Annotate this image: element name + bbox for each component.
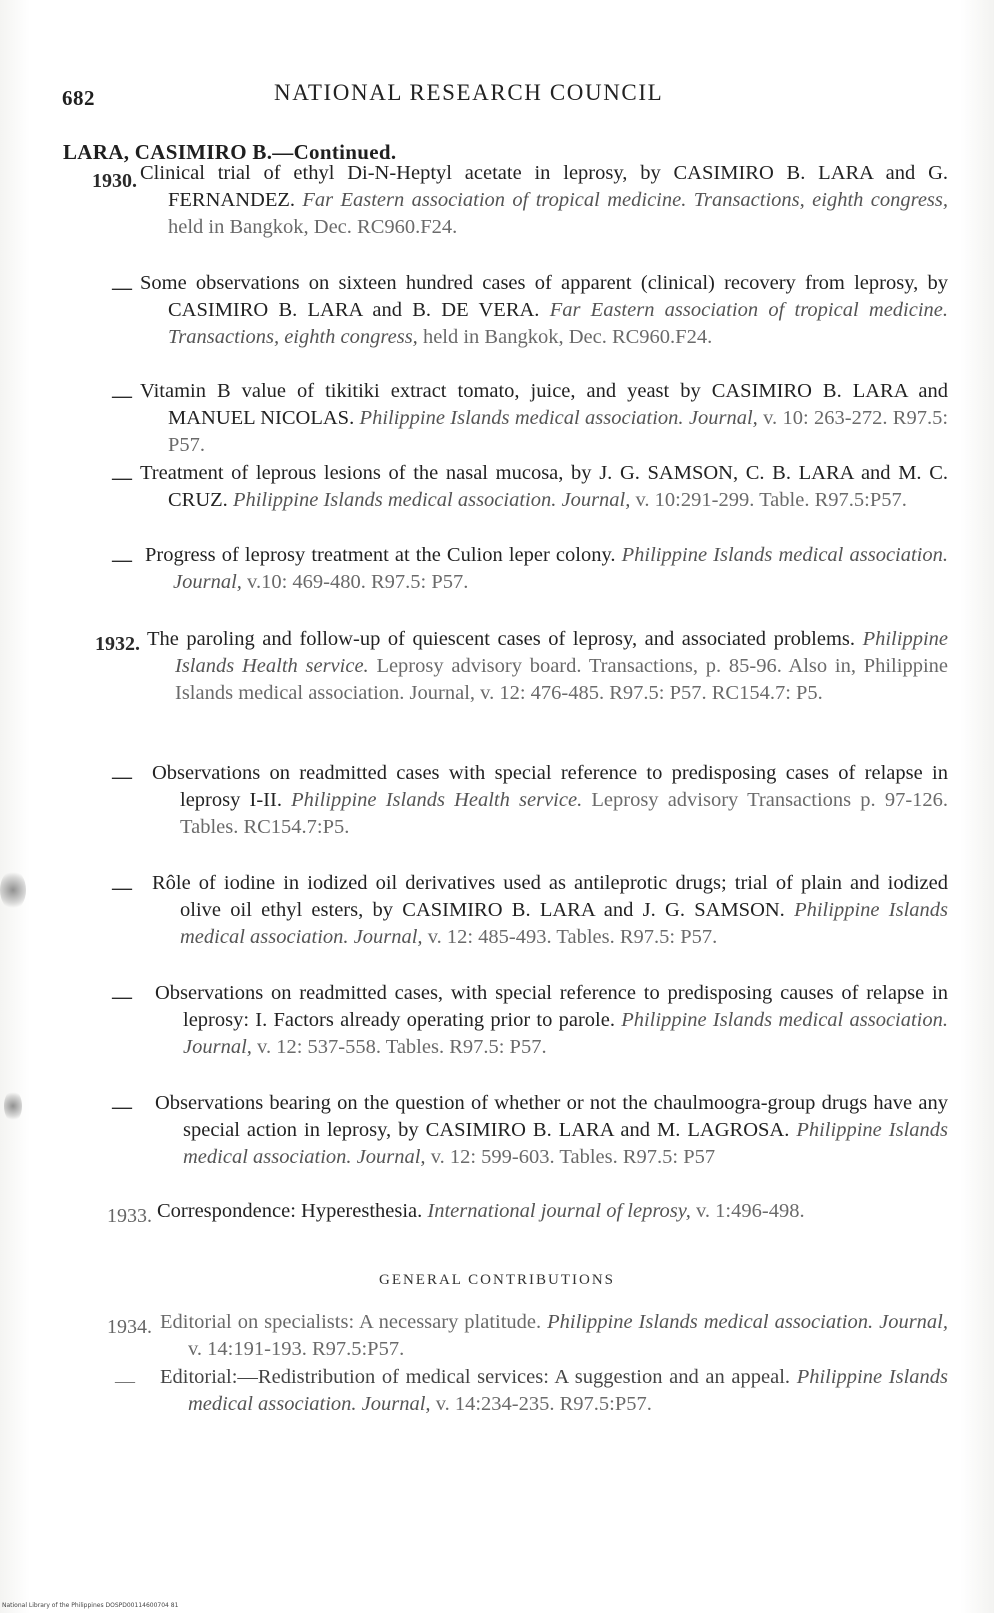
entry-source: Far Eastern association of tropical medicine. Transactions, eighth congress, [302,189,949,211]
entry-source: Philippine Islands medical association. Journal, [183,1119,948,1168]
entry-year: 1934. [107,1316,152,1338]
entry-year: 1932. [95,633,140,655]
entry-text [140,160,948,241]
page-number: 682 [62,86,95,110]
entry-year: — [112,1096,132,1118]
page-smudge-2 [4,1090,22,1122]
page-header [62,76,942,108]
entry-citation: v. 12: 537-558. Tables. R97.5: P57. [257,1036,547,1058]
running-title: NATIONAL RESEARCH COUNCIL [274,80,664,105]
entry-citation: held in Bangkok, Dec. RC960.F24. [422,326,713,348]
entry-title: Some observations on sixteen hundred cases of apparent (clinical) recovery from leprosy, by CASIMIRO B. LARA and B. DE VERA. [140,272,948,321]
entry-text [157,1198,948,1225]
entry-citation: held in Bangkok, Dec. RC960.F24. [168,216,458,238]
page-smudge-1 [0,870,26,910]
entry-source: Philippine Islands Health service. [175,628,948,677]
entry-year: — [112,277,132,299]
entry-title: Clinical trial of ethyl Di-N-Heptyl acetate in leprosy, by CASIMIRO B. LARA and G. FERNANDEZ. [140,162,948,211]
entry-citation: v. 12: 485-493. Tables. R97.5: P57. [427,926,718,948]
entry-source: Philippine Islands Health service. [291,789,583,811]
entry-title: Editorial on specialists: A necessary platitude. [160,1311,542,1333]
entry-text [145,542,948,596]
entry-source: Philippine Islands medical association. Journal, [183,1009,949,1058]
entry-title: Correspondence: Hyperesthesia. [157,1200,423,1222]
entry-year: 1933. [107,1205,152,1227]
entry-title: Observations on readmitted cases with special reference to predisposing cases of relapse in leprosy I-II. [152,762,948,811]
entry-citation: v.10: 469-480. R97.5: P57. [247,571,469,593]
entry-source: Philippine Islands medical association. Journal, [547,1311,948,1333]
entry-title: Rôle of iodine in iodized oil derivatives used as antileprotic drugs; trial of plain and iodized olive oil ethyl esters, by CASIMIRO B. LARA and J. G. SAMSON. [152,872,948,921]
entry-year: — [115,1370,135,1392]
entry-citation: v. 14:191-193. R97.5:P57. [188,1338,405,1360]
entry-source: Far Eastern association of tropical medicine. Transactions, eighth congress, [168,299,949,348]
entry-citation: v. 14:234-235. R97.5:P57. [435,1393,652,1415]
entry-citation: v. 1:496-498. [696,1200,805,1222]
entry-year: 1930. [92,170,137,192]
entry-title: Treatment of leprous lesions of the nasal mucosa, by J. G. SAMSON, C. B. LARA and M. C. CRUZ. [140,462,948,511]
entry-year: — [112,549,132,571]
entry-citation: v. 10:291-299. Table. R97.5:P57. [635,489,907,511]
entry-text [155,1090,948,1171]
entry-text [160,1364,948,1418]
entry-source: Philippine Islands medical association. Journal, [173,544,949,593]
entry-source: Philippine Islands medical association. Journal, [180,899,948,948]
library-footer-note: National Library of the Philippines DOSPD00114600704 81 [2,1602,179,1609]
entry-title: Vitamin B value of tikitiki extract tomato, juice, and yeast by CASIMIRO B. LARA and MANUEL NICOLAS. [140,380,948,429]
section-heading: GENERAL CONTRIBUTIONS [378,1272,616,1288]
entry-title: Observations bearing on the question of whether or not the chaulmoogra-group drugs have any special action in leprosy, by CASIMIRO B. LARA and M. LAGROSA. [155,1092,948,1141]
entry-citation: Leprosy advisory Transactions p. 97-126. Tables. RC154.7:P5. [180,789,949,838]
entry-source: International journal of leprosy, [427,1200,691,1222]
author-heading: LARA, CASIMIRO B.—Continued. [63,140,397,164]
entry-text [140,378,948,459]
entry-text [152,870,948,951]
entry-text [140,460,948,514]
entry-title: Progress of leprosy treatment at the Culion leper colony. [145,544,616,566]
entry-source: Philippine Islands medical association. Journal, [359,407,758,429]
entry-source: Philippine Islands medical association. Journal, [188,1366,948,1415]
entry-year: — [112,986,132,1008]
entry-text [140,270,948,351]
entry-year: — [112,467,132,489]
entry-year: — [112,877,132,899]
entry-title: Editorial:—Redistribution of medical services: A suggestion and an appeal. [160,1366,791,1388]
entry-citation: Leprosy advisory board. Transactions, p. 85-96. Also in, Philippine Islands medical association. Journal, v. 12: 476-485. R97.5: P57. RC154.7: P5. [175,655,948,704]
entry-text [152,760,948,841]
entry-year: — [112,385,132,407]
entry-text [160,1309,948,1363]
entry-year: — [112,766,132,788]
entry-text [147,626,948,707]
entry-text [155,980,948,1061]
entry-citation: v. 12: 599-603. Tables. R97.5: P57 [430,1146,716,1168]
entry-title: The paroling and follow-up of quiescent cases of leprosy, and associated problems. [147,628,856,650]
entry-source: Philippine Islands medical association. Journal, [232,489,631,511]
entry-citation: v. 10: 263-272. R97.5: P57. [168,407,949,456]
entry-title: Observations on readmitted cases, with special reference to predisposing causes of relapse in leprosy: I. Factors already operating prior to parole. [155,982,948,1031]
